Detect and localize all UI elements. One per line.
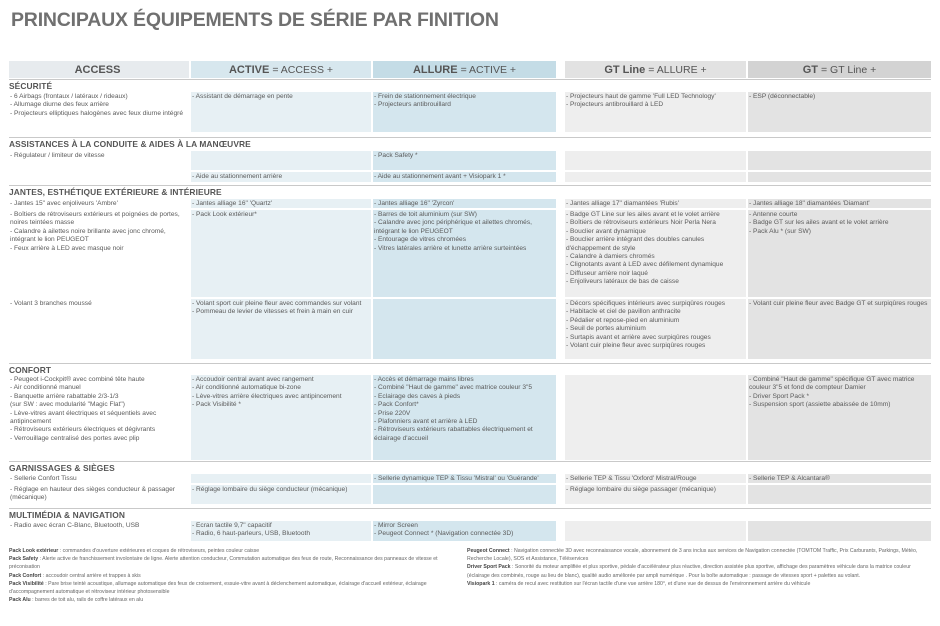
footnotes-right xyxy=(467,547,931,625)
section-title: SÉCURITÉ xyxy=(9,81,53,91)
cell-access xyxy=(9,92,189,132)
footnote-text: : caméra de recul avec restitution sur l'écran tactile d'une vue arrière 180°, et d'une vue de dessus de l'environnement arrière du véhicule xyxy=(494,580,811,587)
cell-gt xyxy=(748,92,931,132)
cell-line: - Aide au stationnement arrière xyxy=(192,173,283,180)
cell-line: - Pack Safety * xyxy=(374,152,418,159)
cell-line: - Banquette arrière rabattable 2/3-1/3 xyxy=(10,392,119,400)
column-header-access xyxy=(9,61,189,78)
cell-line: - Enjoliveurs latéraux de bas de caisse xyxy=(566,278,679,286)
cell-gt xyxy=(748,210,931,297)
cell-line: - Combiné "Haut de gamme" avec matrice couleur 3"5 xyxy=(374,384,533,392)
footnote-text: : barres de toit alu, rails de coffre latéraux en alu xyxy=(30,597,144,604)
cell-line: - Peugeot Connect * (Navigation connectée 3D) xyxy=(374,530,514,538)
cell-active xyxy=(191,199,371,208)
cell-line: - Calandre à ailettes noire brillante avec jonc chromé, intégrant le lion PEUGEOT xyxy=(10,227,166,244)
cell-line: - Projecteurs antibrouillard à LED xyxy=(566,101,664,109)
section-title: MULTIMÉDIA & NAVIGATION xyxy=(9,510,125,520)
cell-line: - Rétroviseurs extérieurs électriques et dégivrants xyxy=(10,426,156,434)
cell-gt-line xyxy=(565,151,746,170)
cell-access xyxy=(9,210,189,297)
cell-active xyxy=(191,210,371,297)
cell-gt xyxy=(748,172,931,182)
cell-gt-line xyxy=(565,172,746,182)
cell-access xyxy=(9,375,189,460)
column-header-suffix: = ALLURE + xyxy=(648,63,707,76)
cell-line: - Aide au stationnement avant + Visiopark 1 * xyxy=(374,173,506,180)
cell-allure xyxy=(373,474,556,483)
cell-line: - Badge GT sur les ailes avant et le volet arrière xyxy=(749,219,889,227)
cell-gt xyxy=(748,474,931,483)
cell-allure xyxy=(373,299,556,359)
page-title: PRINCIPAUX ÉQUIPEMENTS DE SÉRIE PAR FINITION xyxy=(11,9,499,31)
cell-gt xyxy=(748,151,931,170)
cell-line: - Diffuseur arrière noir laqué xyxy=(566,269,648,277)
cell-line: - Bouclier arrière intégrant des doubles canules d'échappement de style xyxy=(566,236,705,252)
footnote-term: Driver Sport Pack xyxy=(467,564,511,571)
cell-line: - Projecteurs elliptiques halogènes avec feux diurne intégré xyxy=(10,109,184,117)
cell-line: - Clignotants avant à LED avec défilement dynamique xyxy=(566,261,724,269)
cell-line: - Calandre à damiers chromés xyxy=(566,253,655,261)
section-title: JANTES, ESTHÉTIQUE EXTÉRIEURE & INTÉRIEURE xyxy=(9,187,222,197)
cell-line: - Réglage lombaire du siège passager (mécanique) xyxy=(566,486,716,493)
cell-allure xyxy=(373,485,556,504)
cell-access xyxy=(9,474,189,483)
cell-line: - Décors spécifiques intérieurs avec surpiqûres rouges xyxy=(566,300,726,307)
cell-line: - 6 Airbags (frontaux / latéraux / rideaux) xyxy=(10,93,128,100)
cell-line: - Calandre avec jonc périphérique et ailettes chromés, intégrant le lion PEUGEOT xyxy=(374,219,532,235)
footnote xyxy=(9,547,457,555)
cell-line: - Feux arrière à LED avec masque noir xyxy=(10,244,124,252)
cell-line: - Projecteurs haut de gamme 'Full LED Technology' xyxy=(566,93,716,100)
footnote xyxy=(9,580,457,596)
cell-line: - Ecran tactile 9,7" capacitif xyxy=(192,522,272,529)
footnote xyxy=(9,572,457,580)
cell-line: - Radio avec écran C-Blanc, Bluetooth, USB xyxy=(10,522,140,529)
cell-allure xyxy=(373,375,556,460)
footnote-text: : Navigation connectée 3D avec reconnaissance vocale, abonnement de 3 ans inclus aux services de Navigation connectée (TOMTOM Traffic, Prix Carburants, Parkings, Météo, Recherche Locale), SOS et Assistance, Téléservices xyxy=(467,548,918,563)
cell-line: - Surtapis avant et arrière avec surpiqûres rouges xyxy=(566,333,711,341)
cell-line: - Bouclier avant dynamique xyxy=(566,227,646,235)
cell-line: - Seuil de portes aluminium xyxy=(566,325,646,333)
cell-line: - Projecteurs antibrouillard xyxy=(374,101,451,109)
footnote xyxy=(467,580,931,588)
cell-line: - Boîtiers de rétroviseurs extérieurs et poignées de portes, noires teintées masse xyxy=(10,211,180,227)
cell-gt xyxy=(748,485,931,504)
column-header-suffix: = GT Line + xyxy=(821,63,877,76)
section-divider xyxy=(9,461,931,462)
cell-line: - Vitres latérales arrière et lunette arrière surteintées xyxy=(374,244,527,252)
footnote-term: Pack Safety xyxy=(9,556,39,563)
footnote-term: Pack Visibilité xyxy=(9,580,44,587)
cell-line: - Badge GT Line sur les ailes avant et le volet arrière xyxy=(566,211,720,218)
cell-line: - Prise 220V xyxy=(374,409,411,417)
footnote-term: Pack Alu xyxy=(9,597,31,604)
section-divider xyxy=(9,508,931,509)
cell-active xyxy=(191,151,371,170)
cell-line: - Peugeot i-Cockpit® avec combiné tête haute xyxy=(10,376,145,383)
footnote xyxy=(467,547,931,563)
cell-gt xyxy=(748,375,931,460)
cell-line: - Driver Sport Pack * xyxy=(749,392,810,400)
cell-line: - Jantes alliage 16" 'Quartz' xyxy=(192,200,272,207)
cell-access xyxy=(9,299,189,359)
cell-line: (sur SW : avec modularité "Magic Flat") xyxy=(10,401,125,409)
cell-line: - Antenne courte xyxy=(749,211,798,218)
cell-line: - Air conditionné automatique bi-zone xyxy=(192,384,301,392)
cell-active xyxy=(191,485,371,504)
cell-line: - Volant cuir pleine fleur avec surpiqûres rouges xyxy=(566,342,706,350)
column-header-name: GT Line xyxy=(604,63,646,76)
footnote-term: Peugeot Connect xyxy=(467,548,510,554)
cell-access xyxy=(9,151,189,170)
cell-line: - Volant sport cuir pleine fleur avec commandes sur volant xyxy=(192,300,362,307)
cell-line: - Air conditionné manuel xyxy=(10,384,81,392)
cell-line: - Mirror Screen xyxy=(374,522,418,529)
column-header-suffix: = ACCESS + xyxy=(272,63,334,76)
footnote-term: Visiopark 1 xyxy=(467,580,495,587)
cell-gt-line xyxy=(565,299,746,359)
column-header-name: ACCESS xyxy=(74,63,121,76)
cell-line: - Entourage de vitres chromées xyxy=(374,236,466,244)
cell-line: - Eclairage des caves à pieds xyxy=(374,392,461,400)
cell-allure xyxy=(373,199,556,208)
cell-line: - Frein de stationnement électrique xyxy=(374,93,476,100)
cell-line: - Radio, 6 haut-parleurs, USB, Bluetooth xyxy=(192,530,311,538)
cell-line: - Pommeau de levier de vitesses et frein à main en cuir xyxy=(192,308,353,316)
cell-gt-line xyxy=(565,210,746,297)
cell-line: - Verrouillage centralisé des portes avec plip xyxy=(10,434,140,442)
footnote-text: : Sonorité du moteur amplifiée et plus sportive, pédale d'accélérateur plus réactive, direction assistée plus sportive, affichage des paramètres véhicule dans la matrice couleur (éclairage des combinés, rouge au lieu de blanc), qualité audio améliorée par ampli numérique . Pour la boîte automatique : passage de vitesses sport + palettes au volant. xyxy=(467,564,911,579)
cell-allure xyxy=(373,210,556,297)
footnote-text: : Pare brise teinté acoustique, allumage automatique des feux de croisement, essuie-vitre avant à déclenchement automatique, éclairage d'accueil extérieur, éclairage d'accompagnement automatique et rétroviseur intérieur photosensible xyxy=(9,580,427,596)
cell-line: - Pack Confort* xyxy=(374,401,419,409)
cell-line: - Pédalier et repose-pied en aluminium xyxy=(566,316,680,324)
cell-line: - ESP (déconnectable) xyxy=(749,93,816,100)
cell-line: - Sellerie dynamique TEP & Tissu 'Mistral' ou 'Guérande' xyxy=(374,475,539,482)
cell-access xyxy=(9,521,189,541)
cell-line: - Jantes 15" avec enjoliveurs 'Ambre' xyxy=(10,200,118,207)
footnote-text: : commandes d'ouverture extérieures et coques de rétroviseurs, peintes couleur caisse xyxy=(58,548,260,554)
footnote-term: Pack Look extérieur xyxy=(9,548,59,554)
footnote xyxy=(9,596,457,604)
footnote-text: : accoudoir central arrière et trappes à skis xyxy=(41,572,141,579)
cell-line: - Accoudoir central avant avec rangement xyxy=(192,376,314,383)
cell-line: - Combiné "Haut de gamme" spécifique GT avec matrice couleur 3"5 et fond de compteur Damier xyxy=(749,376,915,392)
footnotes-left xyxy=(9,547,457,625)
column-header-suffix: = ACTIVE + xyxy=(460,63,517,76)
cell-active xyxy=(191,474,371,483)
column-header-allure xyxy=(373,61,556,78)
cell-gt-line xyxy=(565,199,746,208)
cell-active xyxy=(191,299,371,359)
cell-line: - Assistant de démarrage en pente xyxy=(192,93,293,100)
cell-gt-line xyxy=(565,485,746,504)
cell-line: - Réglage en hauteur des sièges conducteur & passager (mécanique) xyxy=(10,486,175,502)
cell-line: - Suspension sport (assiette abaissée de 10mm) xyxy=(749,401,891,409)
column-header-name: GT xyxy=(802,63,818,76)
cell-gt xyxy=(748,199,931,208)
cell-allure xyxy=(373,172,556,182)
cell-line: - Lève-vitres arrière électriques avec antipincement xyxy=(192,392,342,400)
section-divider xyxy=(9,363,931,364)
cell-allure xyxy=(373,92,556,132)
cell-line: - Réglage lombaire du siège conducteur (mécanique) xyxy=(192,486,348,493)
cell-active xyxy=(191,172,371,182)
cell-line: - Accès et démarrage mains libres xyxy=(374,376,474,383)
cell-line: - Sellerie TEP & Alcantara® xyxy=(749,475,830,482)
column-header-name: ACTIVE xyxy=(228,63,270,76)
cell-line: - Rétroviseurs extérieurs rabattables électriquement et éclairage d'accueil xyxy=(374,426,533,442)
section-divider xyxy=(9,137,931,138)
cell-line: - Allumage diurne des feux arrière xyxy=(10,101,109,109)
cell-line: - Plafonniers avant et arrière à LED xyxy=(374,418,478,426)
cell-line: - Jantes alliage 17" diamantées 'Rubis' xyxy=(566,200,679,207)
section-title: GARNISSAGES & SIÈGES xyxy=(9,463,115,473)
section-divider xyxy=(9,185,931,186)
cell-gt-line xyxy=(565,521,746,541)
footnote xyxy=(467,563,931,579)
cell-allure xyxy=(373,151,556,170)
cell-line: - Habitacle et ciel de pavillon anthracite xyxy=(566,308,681,316)
cell-active xyxy=(191,375,371,460)
cell-active xyxy=(191,92,371,132)
footnote-text: : Alerte active de franchissement involontaire de ligne. Alerte attention conducteur, Commutation automatique des feux de route, Reconnaissance des panneaux de vitesse et préconisation xyxy=(9,556,438,571)
cell-allure xyxy=(373,521,556,541)
section-title: CONFORT xyxy=(9,365,52,375)
cell-line: - Pack Look extérieur* xyxy=(192,211,257,218)
cell-access xyxy=(9,199,189,208)
column-header-gt-line xyxy=(565,61,746,78)
cell-line: - Pack Alu * (sur SW) xyxy=(749,227,811,235)
cell-line: - Régulateur / limiteur de vitesse xyxy=(10,152,105,159)
footnote-term: Pack Confort xyxy=(9,572,42,579)
column-header-name: ALLURE xyxy=(412,63,458,76)
cell-line: - Sellerie Confort Tissu xyxy=(10,475,77,482)
cell-line: - Lève-vitres avant électriques et séquentiels avec antipincement xyxy=(10,409,157,426)
section-title: ASSISTANCES À LA CONDUITE & AIDES À LA MANŒUVRE xyxy=(9,139,251,149)
cell-gt xyxy=(748,521,931,541)
cell-active xyxy=(191,521,371,541)
cell-gt-line xyxy=(565,474,746,483)
cell-access xyxy=(9,172,189,182)
cell-line: - Pack Visibilité * xyxy=(192,401,241,409)
cell-gt xyxy=(748,299,931,359)
cell-gt-line xyxy=(565,375,746,460)
cell-line: - Barres de toit aluminium (sur SW) xyxy=(374,211,477,218)
section-divider xyxy=(9,79,931,80)
cell-line: - Boîtiers de rétroviseurs extérieurs Noir Perla Nera xyxy=(566,219,716,227)
cell-line: - Sellerie TEP & Tissu 'Oxford' Mistral/Rouge xyxy=(566,475,697,482)
cell-line: - Volant 3 branches moussé xyxy=(10,300,92,307)
column-header-active xyxy=(191,61,371,78)
cell-gt-line xyxy=(565,92,746,132)
footnote xyxy=(9,555,457,571)
cell-line: - Volant cuir pleine fleur avec Badge GT et surpiqûres rouges xyxy=(749,300,928,307)
column-header-gt xyxy=(748,61,931,78)
cell-line: - Jantes alliage 18" diamantées 'Diamant' xyxy=(749,200,870,207)
cell-access xyxy=(9,485,189,504)
cell-line: - Jantes alliage 16" 'Zyrcon' xyxy=(374,200,455,207)
